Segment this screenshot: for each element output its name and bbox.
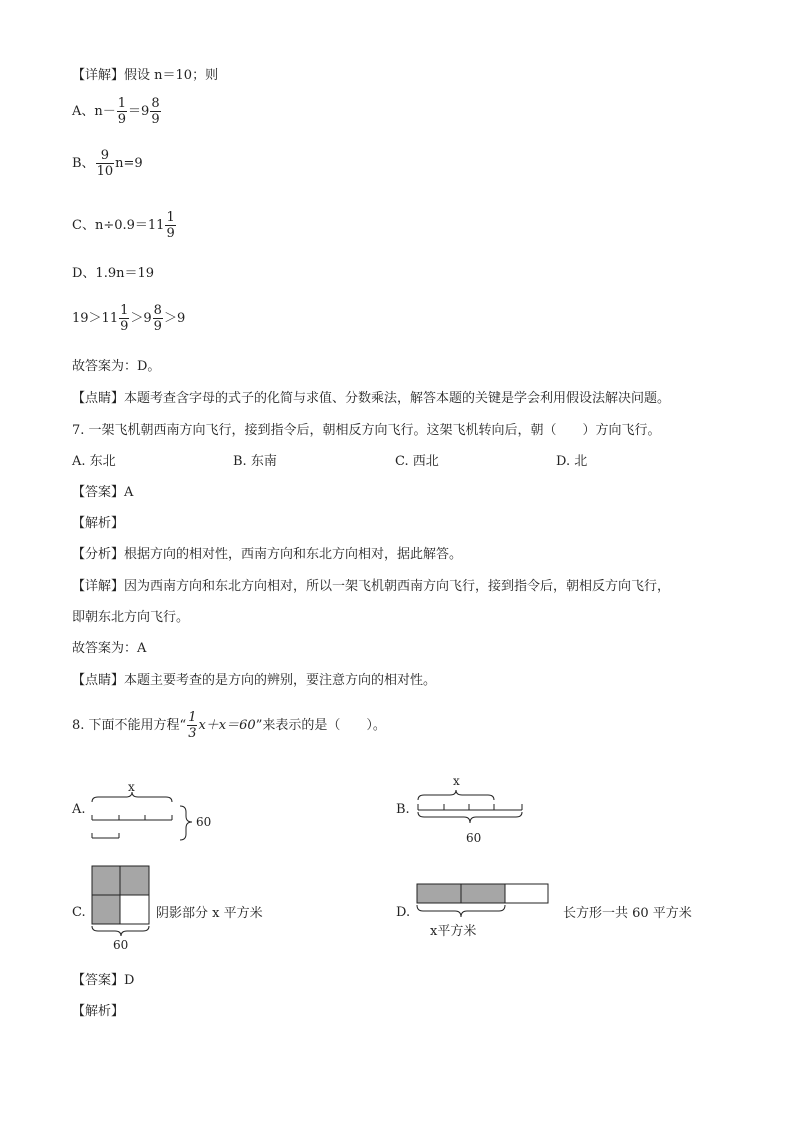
- shaded-square: [120, 866, 149, 895]
- a-prefix: A、n－: [72, 104, 116, 119]
- q8-answer: [72, 972, 134, 990]
- q6-conclusion: 故答案为：D。: [72, 359, 161, 374]
- b-post: n=9: [115, 156, 143, 171]
- q8-pre: 8. 下面不能用方程“: [72, 718, 187, 733]
- frac-den: 9: [153, 319, 162, 334]
- q8-a-diagram: [86, 790, 196, 850]
- fraction: [153, 303, 163, 334]
- frac-den: 9: [151, 112, 160, 127]
- fraction: [119, 303, 129, 334]
- tip-tag: 【点睛】: [72, 673, 125, 688]
- tip-text: 本题考查含字母的式子的化简与求值、分数乘法，解答本题的关键是学会利用假设法解决问题。: [124, 391, 671, 406]
- answer-tag: 【答案】: [72, 973, 125, 988]
- brace-top: [92, 792, 172, 802]
- q7-tip: [72, 672, 436, 690]
- fenxi-tag: 【分析】: [72, 547, 125, 562]
- q7-option-a[interactable]: A. 东北: [72, 454, 116, 469]
- q8-b-total-label: 60: [466, 831, 482, 845]
- cmp-c: ＞9: [163, 311, 186, 326]
- q8-equation: x＋x＝60: [198, 718, 256, 733]
- blank-cell: [505, 884, 548, 903]
- tip-tag: 【点睛】: [72, 391, 125, 406]
- q7-analysis-tag: 【解析】: [72, 516, 125, 531]
- answer-tag: 【答案】: [72, 485, 125, 500]
- q7-option-c[interactable]: C. 西北: [395, 454, 439, 469]
- q8-d-right-label: 长方形一共 60 平方米: [563, 906, 692, 921]
- brace-bottom: [92, 926, 149, 936]
- cmp-b: ＞9: [130, 311, 152, 326]
- fraction: [96, 148, 115, 179]
- frac-num: 8: [153, 303, 162, 318]
- detail-text: 假设 n＝10；则: [124, 68, 219, 83]
- q7-xiangjie-cont: 即朝东北方向飞行。: [72, 610, 190, 625]
- q8-post: ”来表示的是（ ）。: [255, 718, 386, 733]
- shaded-square: [92, 895, 120, 924]
- q8-b-letter[interactable]: B.: [396, 802, 410, 817]
- option-a-calc: [72, 96, 162, 127]
- brace-right: [180, 806, 192, 840]
- q8-c-diagram: [88, 864, 154, 942]
- c-prefix: C、n÷0.9＝11: [72, 218, 165, 233]
- option-d-calc: D、1.9n＝19: [72, 266, 155, 281]
- comparison-line: [72, 303, 185, 334]
- q8-d-under-label: x平方米: [430, 924, 477, 939]
- q8-a-letter[interactable]: A.: [72, 802, 86, 817]
- q7-fenxi: [72, 546, 462, 564]
- frac-num: 1: [117, 96, 127, 111]
- xiangjie-tag: 【详解】: [72, 579, 125, 594]
- q7-answer: [72, 484, 133, 502]
- q6-tip: [72, 390, 670, 408]
- q8-c-letter[interactable]: C.: [72, 905, 86, 920]
- fenxi-text: 根据方向的相对性，西南方向和东北方向相对，据此解答。: [124, 547, 463, 562]
- fraction: [150, 96, 160, 127]
- frac-num: 9: [96, 148, 115, 164]
- detail-line: [72, 67, 218, 85]
- frac-num: 1: [120, 303, 129, 318]
- brace-bottom: [417, 905, 505, 917]
- shaded-cell: [417, 884, 461, 903]
- answer-value: D: [124, 973, 135, 988]
- detail-tag: 【详解】: [72, 68, 125, 83]
- q7-conclusion: 故答案为：A: [72, 641, 147, 656]
- q8-d-letter[interactable]: D.: [396, 905, 411, 920]
- b-prefix: B、: [72, 156, 95, 171]
- blank-square: [120, 895, 149, 924]
- fraction: [117, 96, 127, 127]
- fraction: [187, 710, 197, 741]
- q7-option-b[interactable]: B. 东南: [233, 454, 277, 469]
- q8-c-total-label: 60: [113, 938, 129, 952]
- brace-bottom: [418, 812, 522, 823]
- tip-text: 本题主要考查的是方向的辨别，要注意方向的相对性。: [124, 673, 437, 688]
- q8-a-total-label: 60: [196, 815, 212, 829]
- q7-xiangjie: [72, 578, 670, 596]
- q8-analysis-tag: 【解析】: [72, 1004, 125, 1019]
- brace-top: [418, 790, 494, 800]
- xiangjie-text: 因为西南方向和东北方向相对，所以一架飞机朝西南方向飞行，接到指令后，朝相反方向飞行，: [124, 579, 671, 594]
- shaded-cell: [461, 884, 505, 903]
- q8-b-diagram: [410, 786, 530, 832]
- a-mid: ＝9: [128, 104, 150, 119]
- frac-den: 9: [120, 319, 129, 334]
- frac-den: 10: [96, 164, 114, 179]
- q7-stem: 7. 一架飞机朝西南方向飞行，接到指令后，朝相反方向飞行。这架飞机转向后，朝（ ）方向飞行。: [72, 423, 661, 438]
- q8-b-x-label: x: [453, 774, 460, 788]
- frac-num: 1: [166, 210, 175, 225]
- answer-value: A: [124, 485, 134, 500]
- frac-num: 8: [151, 96, 160, 111]
- frac-den: 3: [188, 726, 197, 741]
- frac-num: 1: [188, 710, 197, 725]
- fraction: [165, 210, 175, 241]
- shaded-square: [92, 866, 120, 895]
- q7-option-d[interactable]: D. 北: [556, 454, 588, 469]
- frac-den: 9: [117, 112, 127, 127]
- q8-a-x-label: x: [128, 780, 135, 794]
- option-c-calc: [72, 210, 177, 241]
- q8-stem: [72, 710, 386, 741]
- cmp-a: 19＞11: [72, 311, 119, 326]
- q8-c-note: 阴影部分 x 平方米: [156, 906, 263, 921]
- frac-den: 9: [166, 226, 175, 241]
- option-b-calc: [72, 148, 143, 179]
